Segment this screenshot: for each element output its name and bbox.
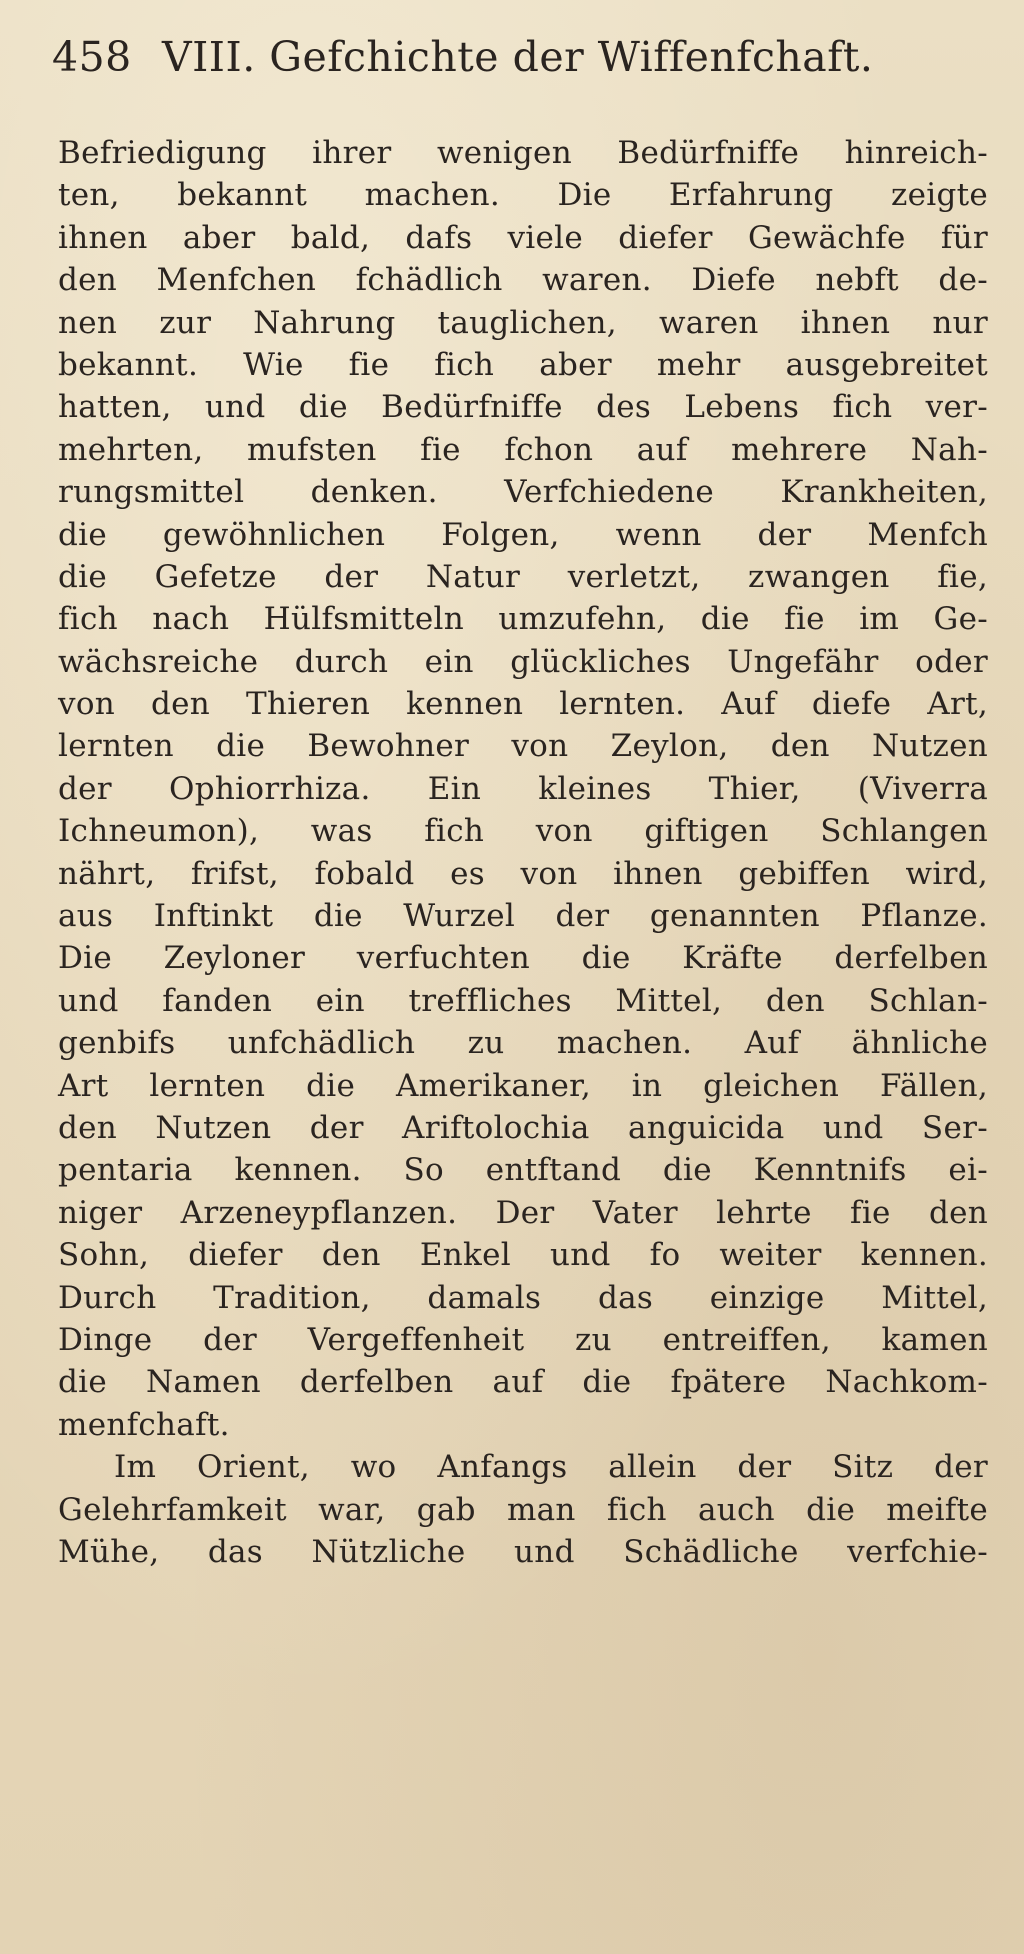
text-line: den Menfchen fchädlich waren. Diefe nebft de-: [58, 262, 988, 299]
running-header: [52, 26, 972, 88]
text-line: rungsmittel denken. Verfchiedene Krankheiten,: [58, 474, 988, 511]
text-line: ihnen aber bald, dafs viele diefer Gewächfe für: [58, 219, 988, 256]
text-line: menfchaft.: [58, 1406, 230, 1443]
text-line: Durch Tradition, damals das einzige Mittel,: [58, 1279, 988, 1316]
text-line: von den Thieren kennen lernten. Auf diefe Art,: [58, 686, 988, 723]
text-line: Die Zeyloner verfuchten die Kräfte derfelben: [58, 940, 988, 977]
chapter-title: VIII. Gefchichte der Wiffenfchaft.: [162, 33, 874, 81]
text-line: die Gefetze der Natur verletzt, zwangen fie,: [58, 558, 988, 595]
text-line: niger Arzeneypflanzen. Der Vater lehrte fie den: [58, 1194, 988, 1231]
text-line: die gewöhnlichen Folgen, wenn der Menfch: [58, 516, 988, 553]
text-line: aus Inftinkt die Wurzel der genannten Pflanze.: [58, 898, 988, 935]
text-line: nährt, frifst, fobald es von ihnen gebiffen wird,: [58, 855, 988, 892]
text-line: nen zur Nahrung tauglichen, waren ihnen nur: [58, 304, 988, 341]
text-line: Sohn, diefer den Enkel und fo weiter kennen.: [58, 1237, 988, 1274]
text-line: und fanden ein treffliches Mittel, den Schlan-: [58, 982, 988, 1019]
text-line: Art lernten die Amerikaner, in gleichen Fällen,: [58, 1067, 988, 1104]
text-line: fich nach Hülfsmitteln umzufehn, die fie im Ge-: [58, 601, 988, 638]
text-line: genbifs unfchädlich zu machen. Auf ähnliche: [58, 1025, 988, 1062]
text-line: bekannt. Wie fie fich aber mehr ausgebreitet: [58, 346, 988, 383]
text-line: Ichneumon), was fich von giftigen Schlangen: [58, 813, 988, 850]
text-line: der Ophiorrhiza. Ein kleines Thier, (Viverra: [58, 770, 988, 807]
text-line: ten, bekannt machen. Die Erfahrung zeigte: [58, 177, 988, 214]
text-line: lernten die Bewohner von Zeylon, den Nutzen: [58, 728, 988, 765]
text-line: Mühe, das Nützliche und Schädliche verfchie-: [58, 1533, 988, 1570]
page-number: 458: [52, 33, 132, 81]
text-line: Befriedigung ihrer wenigen Bedürfniffe hinreich-: [58, 135, 988, 171]
body-text: [58, 132, 988, 1573]
text-line: Im Orient, wo Anfangs allein der Sitz der: [114, 1449, 988, 1486]
text-line: hatten, und die Bedürfniffe des Lebens fich ver-: [58, 389, 988, 426]
text-line: pentaria kennen. So entftand die Kenntnifs ei-: [58, 1152, 988, 1189]
text-line: Gelehrfamkeit war, gab man fich auch die meifte: [58, 1491, 988, 1528]
text-line: mehrten, mufsten fie fchon auf mehrere Nah-: [58, 431, 988, 468]
text-line: die Namen derfelben auf die fpätere Nachkom-: [58, 1364, 988, 1401]
text-line: wächsreiche durch ein glückliches Ungefähr oder: [58, 643, 988, 680]
text-line: Dinge der Vergeffenheit zu entreiffen, kamen: [58, 1321, 988, 1358]
text-line: den Nutzen der Ariftolochia anguicida und Ser-: [58, 1109, 988, 1146]
